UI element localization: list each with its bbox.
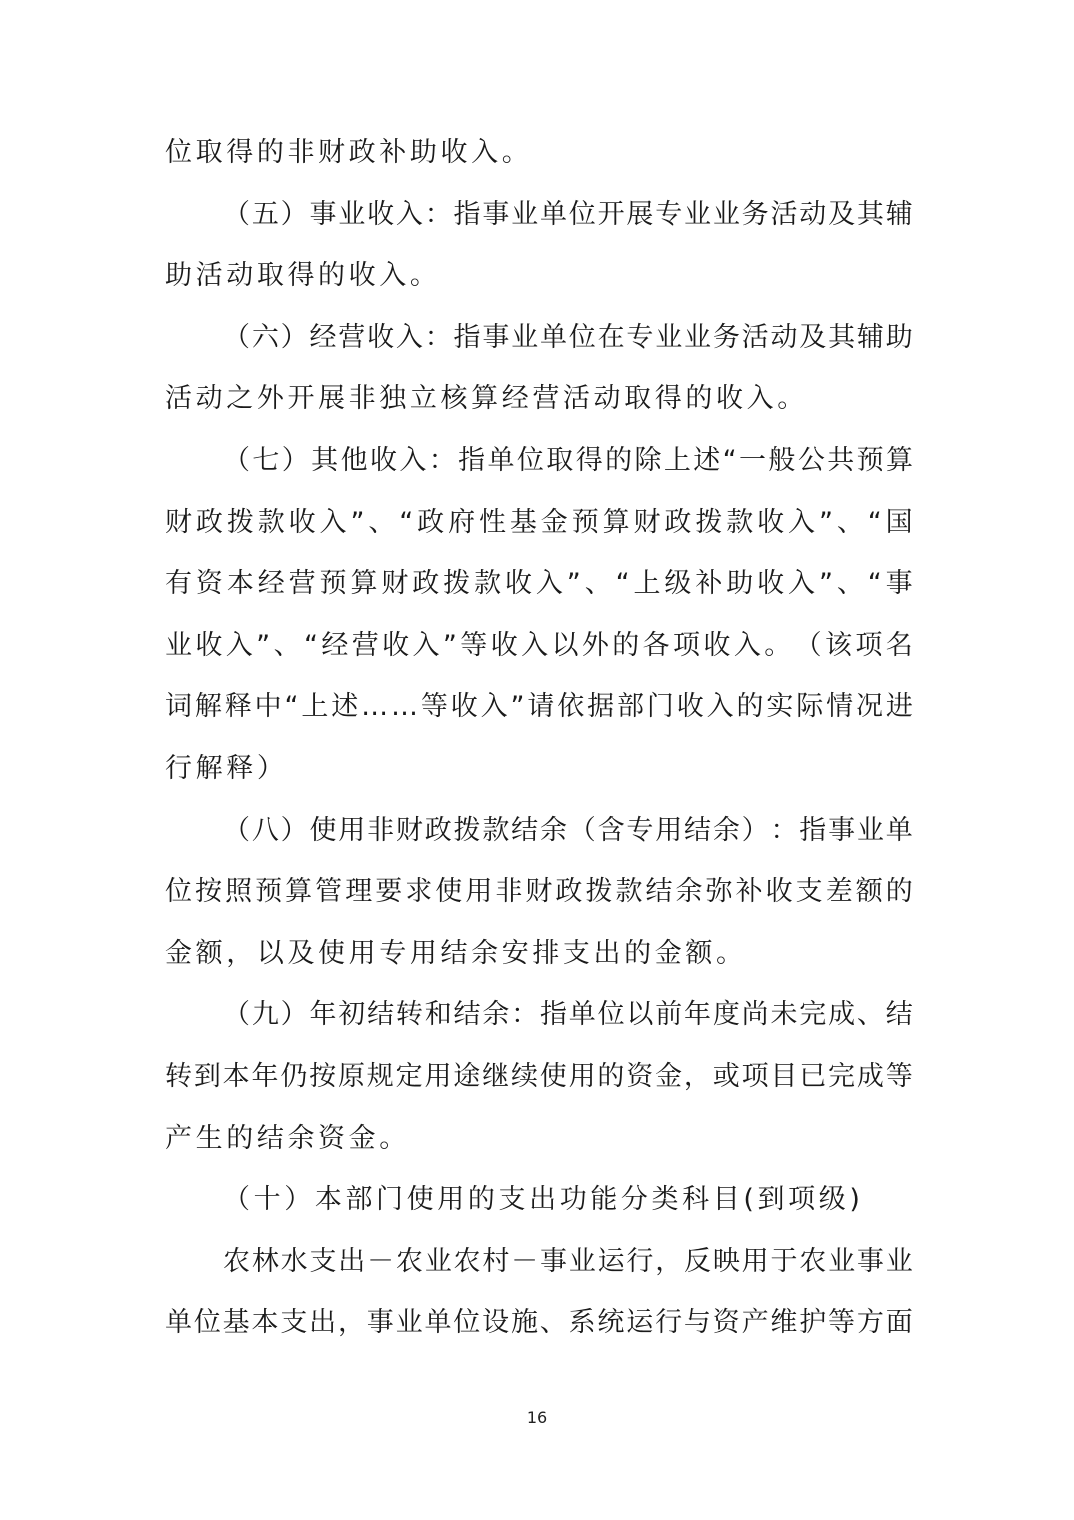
- text-line: 转 到 本 年 仍 按 原 规 定 用 途 继 续 使 用 的 资 金 ， 或 项 目 已 完 成 等: [165, 1060, 913, 1092]
- text-line: 助 活 动 取 得 的 收 入 。: [165, 260, 441, 292]
- text-line: 产 生 的 结 余 资 金 。: [165, 1122, 410, 1154]
- text-line: （ 六 ） 经 营 收 入 ： 指 事 业 单 位 在 专 业 业 务 活 动 及 其 辅 助: [223, 321, 913, 353]
- text-line: （ 七 ） 其 他 收 入 ： 指 单 位 取 得 的 除 上 述 “ 一 般 公 共 预 算: [223, 444, 913, 476]
- text-line: 行 解 释 ）: [165, 752, 288, 784]
- text-line: 农 林 水 支 出 － 农 业 农 村 － 事 业 运 行 ， 反 映 用 于 农 业 事 业: [223, 1245, 913, 1277]
- text-line: （ 八 ） 使 用 非 财 政 拨 款 结 余 （ 含 专 用 结 余 ） ： 指 事 业 单: [223, 814, 913, 846]
- text-line: 位 取 得 的 非 财 政 补 助 收 入 。: [165, 137, 533, 168]
- text-line: 金 额 ， 以 及 使 用 专 用 结 余 安 排 支 出 的 金 额 。: [165, 937, 747, 969]
- text-line: （ 五 ） 事 业 收 入 ： 指 事 业 单 位 开 展 专 业 业 务 活 动 及 其 辅: [223, 198, 913, 230]
- text-line: 财 政 拨 款 收 入 ” 、 “ 政 府 性 基 金 预 算 财 政 拨 款 收 入 ” 、 “ 国: [165, 506, 913, 538]
- text-line: 活 动 之 外 开 展 非 独 立 核 算 经 营 活 动 取 得 的 收 入 。: [165, 383, 808, 415]
- text-line: （ 十 ） 本 部 门 使 用 的 支 出 功 能 分 类 科 目 ( 到 项 级 ): [223, 1184, 864, 1216]
- text-line: 单 位 基 本 支 出 ， 事 业 单 位 设 施 、 系 统 运 行 与 资 产 维 护 等 方 面: [165, 1307, 913, 1339]
- document-body: [165, 122, 913, 1354]
- text-line: 有 资 本 经 营 预 算 财 政 拨 款 收 入 ” 、 “ 上 级 补 助 收 入 ” 、 “ 事: [165, 568, 913, 600]
- page-number: 16: [526, 1408, 548, 1427]
- text-line: 位 按 照 预 算 管 理 要 求 使 用 非 财 政 拨 款 结 余 弥 补 收 支 差 额 的: [165, 876, 913, 908]
- text-line: 业 收 入 ” 、 “ 经 营 收 入 ” 等 收 入 以 外 的 各 项 收 入 。 （ 该 项 名: [165, 629, 913, 661]
- text-line: （ 九 ） 年 初 结 转 和 结 余 ： 指 单 位 以 前 年 度 尚 未 完 成 、 结: [223, 999, 913, 1031]
- text-line: 词 解 释 中 “ 上 述 … … 等 收 入 ” 请 依 据 部 门 收 入 的 实 际 情 况 进: [165, 691, 913, 723]
